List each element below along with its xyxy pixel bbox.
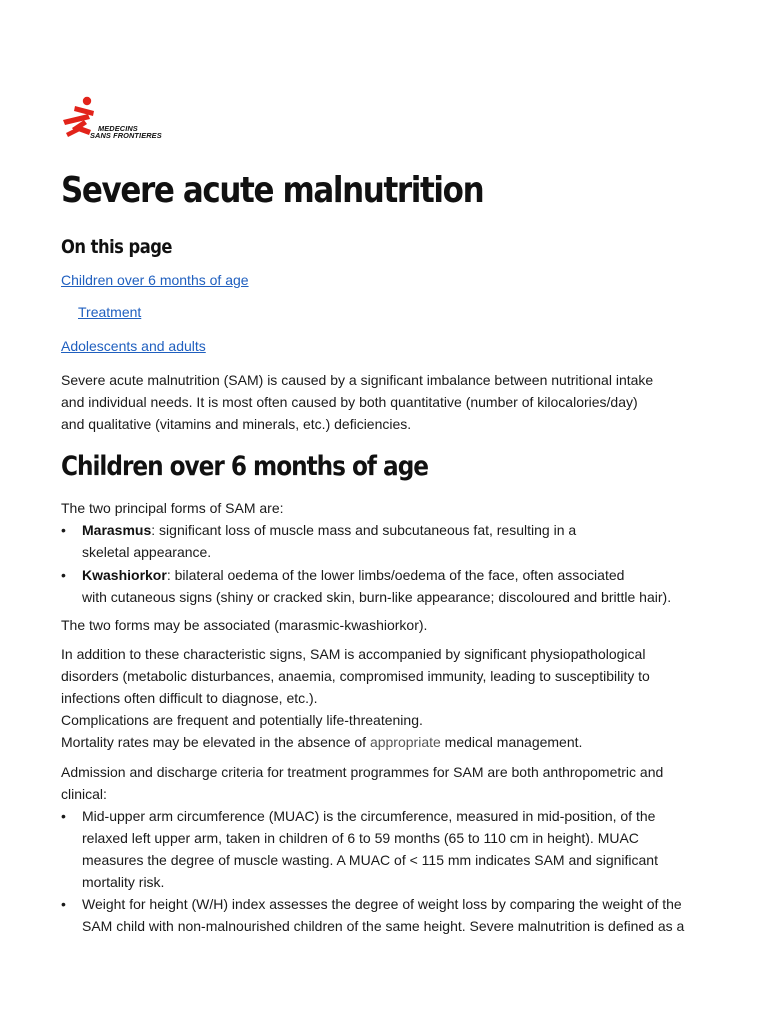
bullet: • [61, 808, 66, 824]
intro-line-1: Severe acute malnutrition (SAM) is caused by a significant imbalance between nutritional intake [61, 372, 654, 388]
criteria-intro-1: Admission and discharge criteria for treatment programmes for SAM are both anthropometric and [61, 764, 664, 780]
term-marasmus: Marasmus [82, 522, 152, 538]
forms-intro: The two principal forms of SAM are: [61, 500, 284, 516]
appropriate-link[interactable]: appropriate [369, 734, 441, 750]
criteria-intro-2: clinical: [61, 786, 107, 802]
wh-line-1: Weight for height (W/H) index assesses the degree of weight loss by comparing the weight of the [82, 896, 682, 912]
logo-line-2: SANS FRONTIERES [90, 131, 162, 140]
bullet: • [61, 522, 66, 538]
list-item-kwashiorkor [82, 564, 624, 586]
toc-link-adolescents[interactable]: Adolescents and adults [61, 338, 206, 354]
term-kwashiorkor: Kwashiorkor [82, 567, 167, 583]
signs-line-3: infections often difficult to diagnose, etc.). [61, 690, 318, 706]
mortality-text-after: medical management. [440, 734, 583, 750]
page-title: Severe acute malnutrition [61, 170, 484, 211]
kwashiorkor-text-2: with cutaneous signs (shiny or cracked skin, burn-like appearance; discoloured and brittle hair). [82, 589, 672, 605]
logo-line-1: MEDECINS [98, 124, 138, 133]
marasmus-text-2: skeletal appearance. [82, 544, 212, 560]
logo-wordmark [90, 125, 162, 139]
section-heading-children: Children over 6 months of age [61, 451, 429, 482]
toc-link-treatment[interactable]: Treatment [78, 304, 142, 320]
associated-text: The two forms may be associated (marasmic-kwashiorkor). [61, 617, 428, 633]
intro-line-3: and qualitative (vitamins and minerals, etc.) deficiencies. [61, 416, 412, 432]
mortality-text-before: Mortality rates may be elevated in the absence of [61, 734, 370, 750]
kwashiorkor-text-1: : bilateral oedema of the lower limbs/oedema of the face, often associated [166, 567, 625, 583]
toc-link-children[interactable]: Children over 6 months of age [61, 272, 249, 288]
muac-line-3: measures the degree of muscle wasting. A MUAC of < 115 mm indicates SAM and significant [82, 852, 658, 868]
mortality-line [61, 731, 582, 753]
intro-line-2: and individual needs. It is most often caused by both quantitative (number of kilocalories/day) [61, 394, 638, 410]
signs-line-1: In addition to these characteristic signs, SAM is accompanied by significant physiopathological [61, 646, 646, 662]
toc-heading: On this page [61, 236, 172, 258]
muac-line-2: relaxed left upper arm, taken in children of 6 to 59 months (65 to 110 cm in height). MUAC [82, 830, 639, 846]
msf-logo [60, 96, 172, 144]
list-item-marasmus [82, 519, 576, 541]
bullet: • [61, 896, 66, 912]
wh-line-2: SAM child with non-malnourished children of the same height. Severe malnutrition is defined as a [82, 918, 685, 934]
signs-line-2: disorders (metabolic disturbances, anaemia, compromised immunity, leading to susceptibility to [61, 668, 650, 684]
marasmus-text-1: : significant loss of muscle mass and subcutaneous fat, resulting in a [151, 522, 577, 538]
muac-line-4: mortality risk. [82, 874, 165, 890]
signs-line-4: Complications are frequent and potentially life-threatening. [61, 712, 423, 728]
muac-line-1: Mid-upper arm circumference (MUAC) is the circumference, measured in mid-position, of the [82, 808, 656, 824]
bullet: • [61, 567, 66, 583]
